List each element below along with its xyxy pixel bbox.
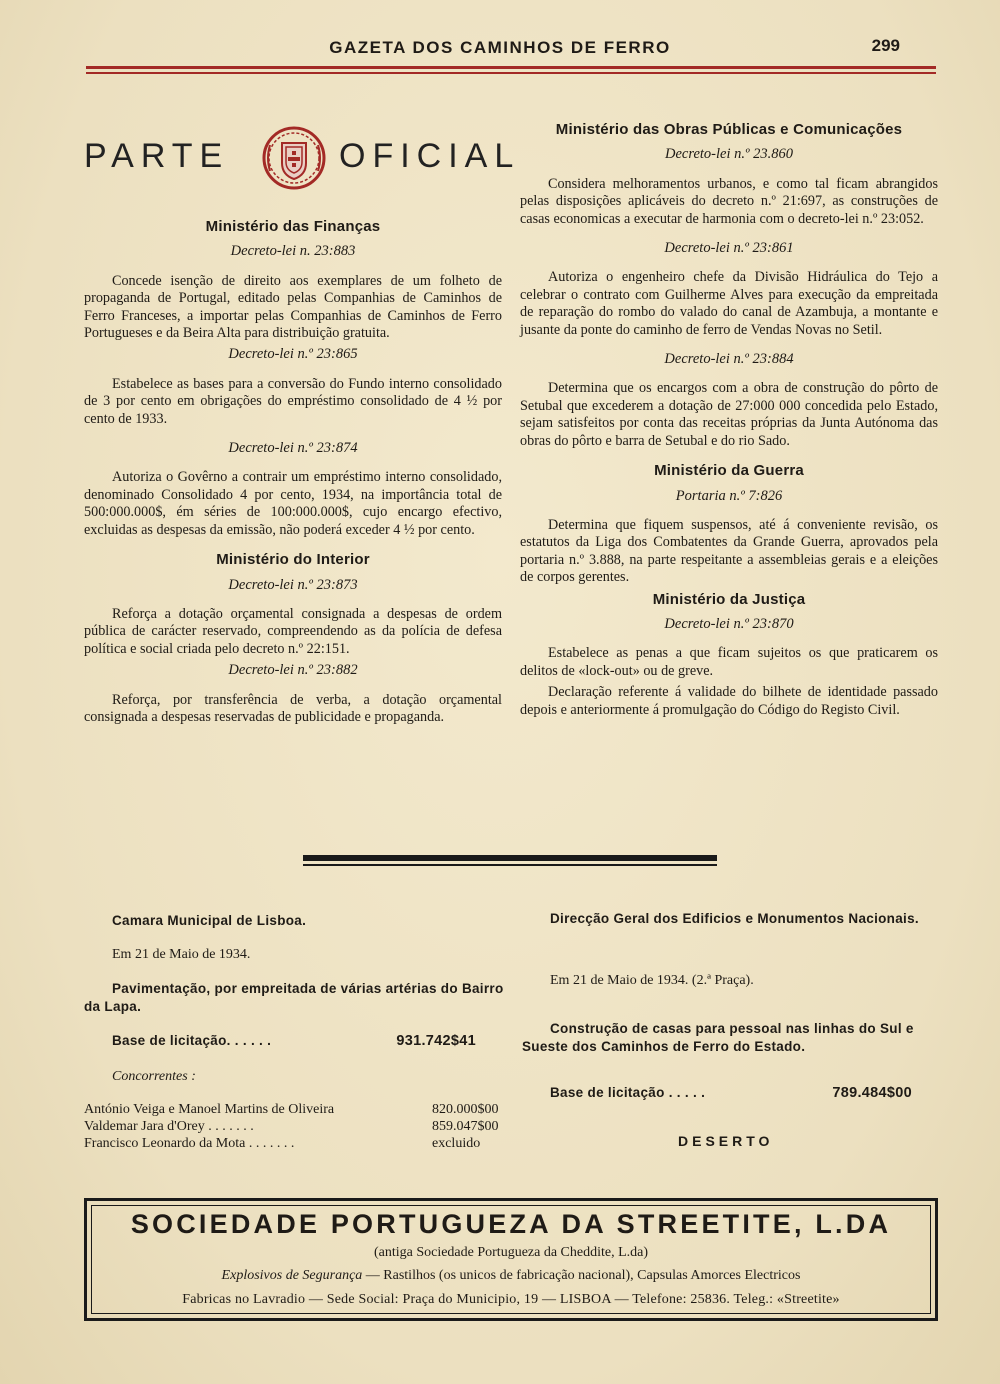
advertisement-subtitle: (antiga Sociedade Portugueza da Cheddite, L.da)	[373, 1245, 649, 1260]
competitor-value: 820.000$00	[432, 1102, 499, 1117]
competitor-row	[84, 1118, 504, 1135]
coat-of-arms-icon	[260, 125, 328, 191]
advertisement-products	[87, 1268, 935, 1284]
competitor-row	[84, 1135, 504, 1152]
section-divider	[303, 855, 717, 861]
decree-text: Estabelece as penas a que ficam sujeitos os que praticarem os delitos de «lock-out» ou de greve.	[520, 645, 938, 679]
advertisement-box	[84, 1198, 938, 1321]
competitor-row	[84, 1101, 504, 1118]
base-value: 789.484$00	[832, 1085, 912, 1101]
running-title: GAZETA DOS CAMINHOS DE FERRO	[329, 38, 671, 57]
decree-title: Decreto-lei n.º 23:884	[664, 351, 794, 368]
base-label: Base de licitação . . . . .	[550, 1085, 706, 1100]
parte-oficial-banner	[84, 125, 521, 193]
parte-word: PARTE	[84, 137, 230, 175]
competitors-list	[84, 1101, 504, 1152]
ministry-heading: Ministério da Guerra	[654, 462, 804, 480]
decree-text: Reforça, por transferência de verba, a dotação orçamental consignada a despesas reservadas de publicidade e propaganda.	[84, 691, 502, 725]
section-divider-thin	[303, 864, 717, 866]
announcement-subject: Construção de casas para pessoal nas linhas do Sul e Sueste dos Caminhos de Ferro do Estado.	[522, 1021, 914, 1054]
ministry-heading: Ministério do Interior	[216, 551, 370, 569]
decree-text: Concede isenção de direito aos exemplares de um folheto de propaganda de Portugal, editado pelas Companhias de Caminhos de Ferro Franceses, a importar pelas Companhias de Caminhos de Ferro Portugueses e da Beira Alta para distribuição gratuita.	[84, 272, 502, 342]
result-status: DESERTO	[678, 1133, 774, 1149]
announcement-date: Em 21 de Maio de 1934.	[112, 947, 251, 962]
ministry-heading: Ministério das Finanças	[205, 218, 381, 235]
base-value: 931.742$41	[396, 1033, 476, 1049]
decree-text: Determina que os encargos com a obra de construção do pôrto de Setubal que excederem a dotação de 27:000 000 concedida pelo Estado, sejam satisfeitos por conta das receitas próprias da Junta Autónoma das obras do pôrto e barra de Setubal e do rio Sado.	[520, 380, 938, 449]
decree-text: Considera melhoramentos urbanos, e como tal ficam abrangidos pelas disposições aplicáveis do decreto n.º 21:697, as construções de casas economicas a executar de harmonia com o decreto-lei n.º 23:052.	[520, 175, 938, 227]
products-italic: Explosivos de Segurança	[221, 1268, 363, 1283]
announcement-entity: Direcção Geral dos Edificios e Monumentos Nacionais.	[550, 911, 919, 926]
decree-title: Decreto-lei n.º 23:882	[228, 662, 358, 679]
decree-title: Decreto-lei n.º 23:873	[228, 576, 358, 593]
competitor-name: António Veiga e Manoel Martins de Oliveira	[84, 1102, 335, 1117]
competitor-name: Valdemar Jara d'Orey . . . . . . .	[84, 1119, 254, 1134]
base-licitacao-row	[112, 1032, 476, 1050]
competitor-name: Francisco Leonardo da Mota . . . . . . .	[84, 1136, 295, 1151]
decree-text: Reforça a dotação orçamental consignada a despesas de ordem pública de carácter reservado, compreendendo as da polícia de defesa política e social criada pelo decreto n.º 22:151.	[84, 605, 502, 657]
competitors-label: Concorrentes :	[112, 1069, 196, 1084]
advertisement-address: Fabricas no Lavradio — Sede Social: Praça do Municipio, 19 — LISBOA — Telefone: 25836. Teleg.: «Streetite»	[182, 1292, 840, 1307]
left-column	[84, 214, 502, 726]
announcement-subject: Pavimentação, por empreitada de várias artérias do Bairro da Lapa.	[84, 981, 504, 1014]
decree-text: Determina que fiquem suspensos, até á conveniente revisão, os estatutos da Liga dos Combatentes da Grande Guerra, aprovados pela portaria n.º 3.888, na parte respeitante a assembleias gerais e a eleições de corpos gerentes.	[520, 516, 938, 586]
products-rest: — Rastilhos (os unicos de fabricação nacional), Capsulas Amorces Electricos	[365, 1268, 801, 1283]
decree-title: Decreto-lei n. 23:883	[230, 243, 356, 260]
page-number: 299	[871, 36, 900, 55]
base-licitacao-row	[550, 1084, 912, 1102]
decree-title: Decreto-lei n.º 23:874	[228, 440, 358, 457]
oficial-word: OFICIAL	[339, 137, 521, 175]
competitor-value: 859.047$00	[432, 1119, 499, 1134]
decree-text: Autoriza o engenheiro chefe da Divisão Hidráulica do Tejo a celebrar o contrato com Guilherme Alves para execução da empreitada de reparação do rombo do valado do canal de Azambuja, a montante e jusante da ponte do caminho de ferro de Vendas Novas no Setil.	[520, 269, 938, 338]
decree-title: Decreto-lei n.º 23:865	[228, 346, 358, 363]
base-label: Base de licitação. . . . . .	[112, 1033, 272, 1048]
ministry-heading: Ministério da Justiça	[652, 590, 806, 608]
decree-text: Autoriza o Govêrno a contrair um empréstimo interno consolidado, denominado Consolidado 4 por cento, 1934, na importância total de 500:000.000$, ém séries de 100:000.000$, cujo encargo efectivo, excluidas as despesas da emissão, não poderá exceder 4 ½ por cento.	[84, 469, 502, 538]
decree-title: Decreto-lei n.º 23:861	[664, 240, 794, 257]
header-rule-thin	[86, 72, 936, 74]
right-column	[520, 117, 938, 719]
header-rule	[86, 66, 936, 69]
decree-text: Declaração referente á validade do bilhete de identidade passado depois e anteriormente á promulgação do Código do Registo Civil.	[520, 684, 938, 718]
competitor-value: excluido	[432, 1136, 481, 1151]
announcement-entity: Camara Municipal de Lisboa.	[112, 913, 307, 928]
decree-title: Decreto-lei n.º 23.860	[665, 146, 793, 163]
announcement-date: Em 21 de Maio de 1934. (2.ª Praça).	[550, 973, 754, 988]
advertisement-title: SOCIEDADE PORTUGUEZA DA STREETITE, L.DA	[130, 1209, 892, 1239]
ministry-heading: Ministério das Obras Públicas e Comunicações	[555, 121, 903, 138]
decree-text: Estabelece as bases para a conversão do Fundo interno consolidado de 3 por cento em obrigações do empréstimo consolidado de 4 ½ por cento de 1933.	[84, 375, 502, 427]
decree-title: Portaria n.º 7:826	[675, 487, 783, 504]
decree-title: Decreto-lei n.º 23:870	[664, 615, 794, 632]
